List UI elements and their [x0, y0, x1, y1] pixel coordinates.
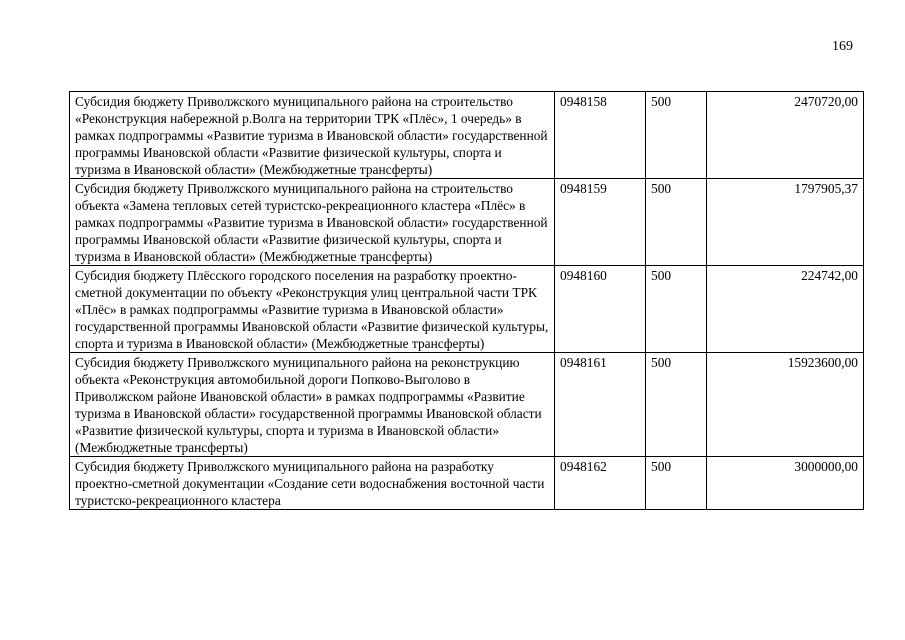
row-amount: 1797905,37: [707, 179, 864, 266]
row-description: Субсидия бюджету Приволжского муниципального района на строительство «Реконструкция набережной р.Волга на территории ТРК «Плёс», 1 очередь» в рамках подпрограммы «Развитие туризма в Ивановской области» государственной программы Ивановской области «Развитие физической культуры, спорта и туризма в Ивановской области» (Межбюджетные трансферты): [70, 92, 555, 179]
budget-table: [69, 91, 864, 510]
row-expense-type: 500: [646, 92, 707, 179]
row-expense-type: 500: [646, 353, 707, 457]
table-row: [70, 457, 864, 510]
table-row: [70, 266, 864, 353]
row-description: Субсидия бюджету Плёсского городского поселения на разработку проектно-сметной документации по объекту «Реконструкция улиц центральной части ТРК «Плёс» в рамках подпрограммы «Развитие туризма в Ивановской области» государственной программы Ивановской области «Развитие физической культуры, спорта и туризма в Ивановской области» (Межбюджетные трансферты): [70, 266, 555, 353]
table-row: [70, 179, 864, 266]
row-code: 0948161: [555, 353, 646, 457]
table-row: [70, 353, 864, 457]
row-expense-type: 500: [646, 457, 707, 510]
row-code: 0948159: [555, 179, 646, 266]
row-amount: 2470720,00: [707, 92, 864, 179]
row-code: 0948158: [555, 92, 646, 179]
row-description: Субсидия бюджету Приволжского муниципального района на реконструкцию объекта «Реконструкция автомобильной дороги Попково-Выголово в Приволжском районе Ивановской области» в рамках подпрограммы «Развитие туризма в Ивановской области» государственной программы Ивановской области «Развитие физической культуры, спорта и туризма в Ивановской области» (Межбюджетные трансферты): [70, 353, 555, 457]
row-code: 0948160: [555, 266, 646, 353]
row-description: Субсидия бюджету Приволжского муниципального района на строительство объекта «Замена тепловых сетей туристско-рекреационного кластера «Плёс» в рамках подпрограммы «Развитие туризма в Ивановской области» государственной программы Ивановской области «Развитие физической культуры, спорта и туризма в Ивановской области» (Межбюджетные трансферты): [70, 179, 555, 266]
row-amount: 3000000,00: [707, 457, 864, 510]
row-description: Субсидия бюджету Приволжского муниципального района на разработку проектно-сметной документации «Создание сети водоснабжения восточной части туристско-рекреационного кластера: [70, 457, 555, 510]
row-amount: 15923600,00: [707, 353, 864, 457]
row-expense-type: 500: [646, 266, 707, 353]
table-row: [70, 92, 864, 179]
row-expense-type: 500: [646, 179, 707, 266]
page-number: 169: [832, 39, 853, 54]
row-amount: 224742,00: [707, 266, 864, 353]
row-code: 0948162: [555, 457, 646, 510]
